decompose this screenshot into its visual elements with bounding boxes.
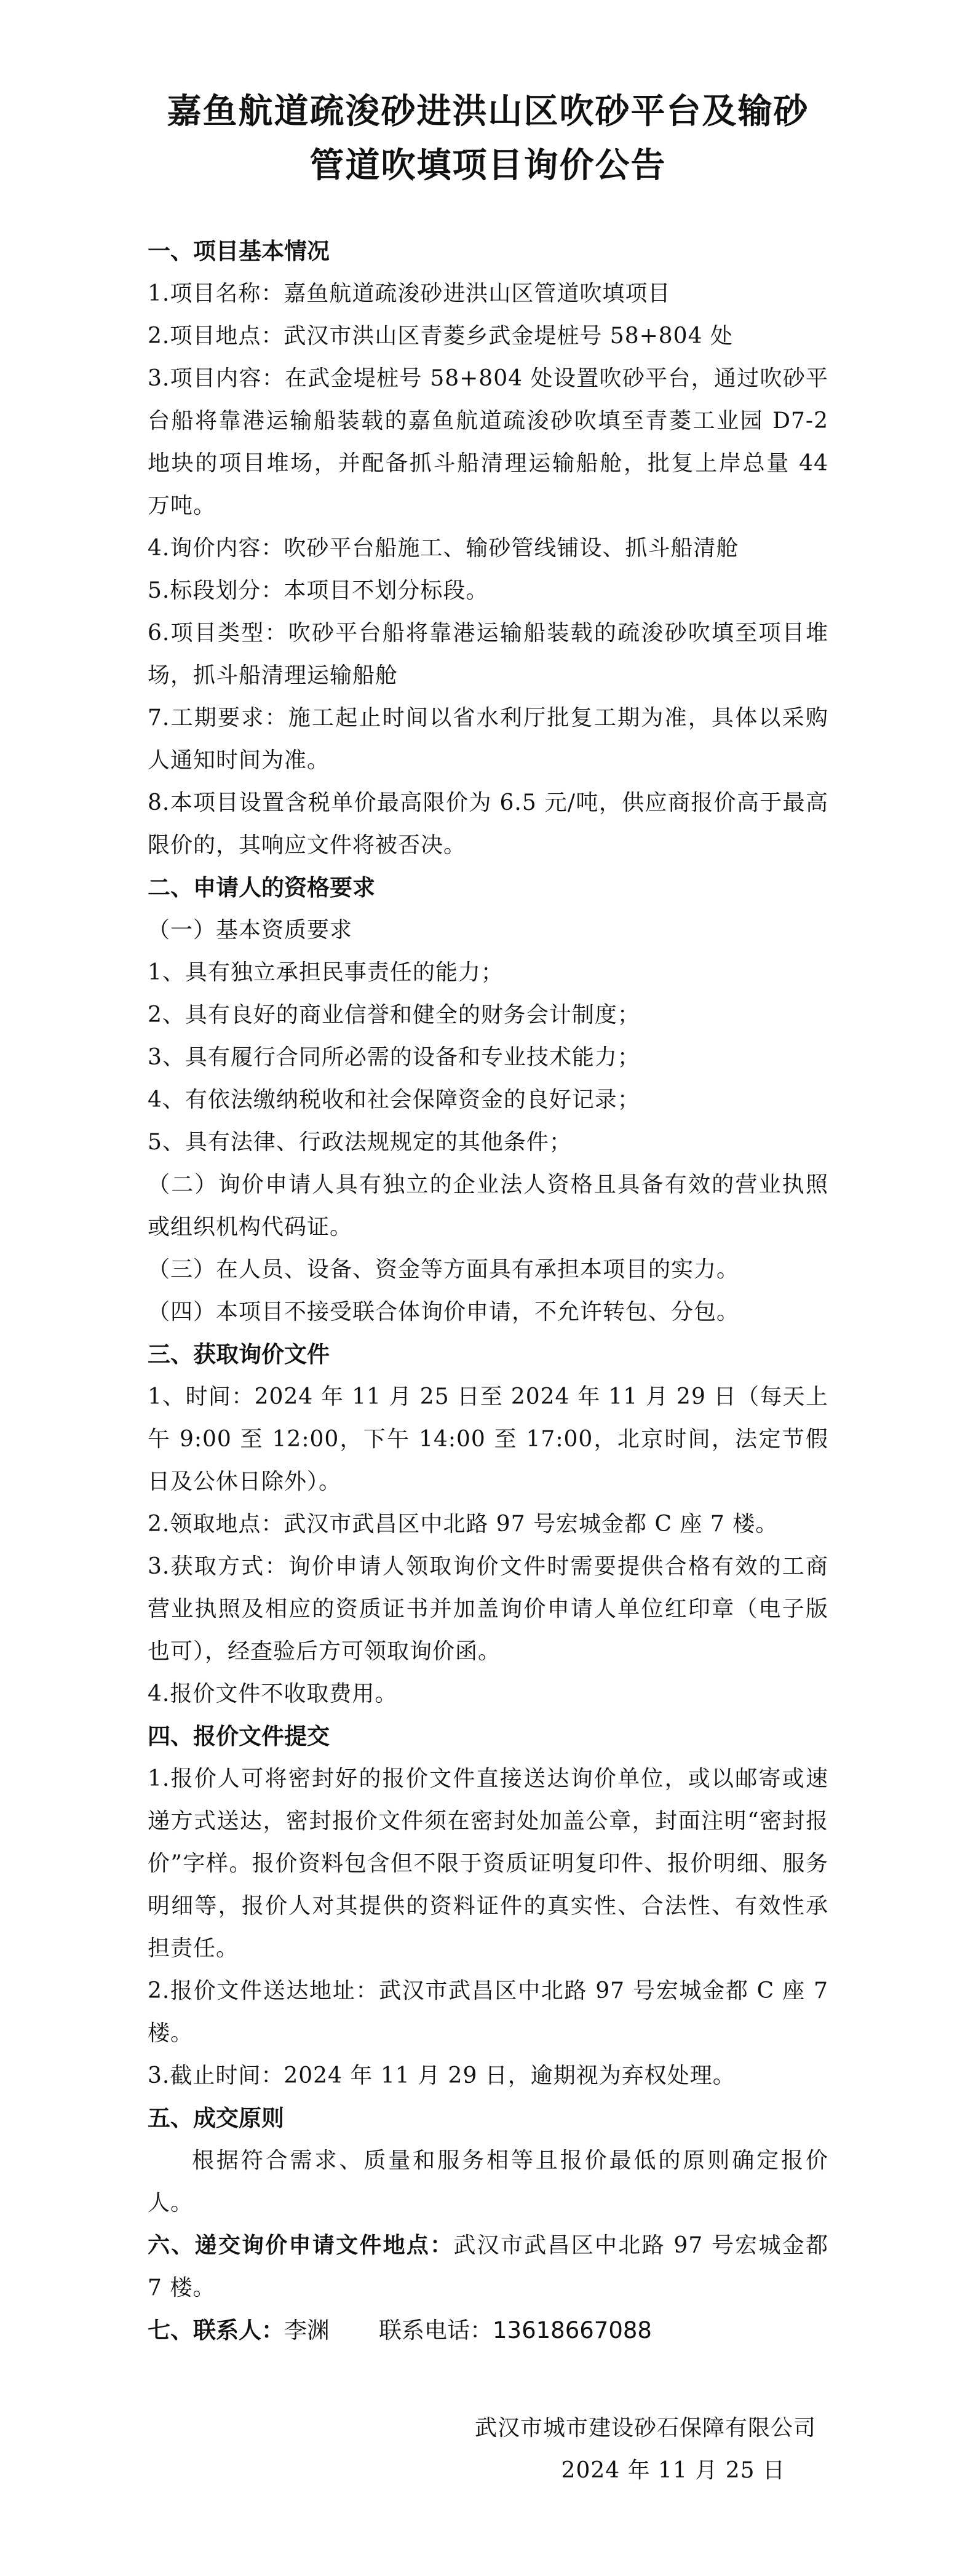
project-location: 2.项目地点：武汉市洪山区青菱乡武金堤桩号 58+804 处 — [148, 323, 733, 349]
section-obtain-documents — [148, 1333, 828, 1715]
submission-deadline: 3.截止时间：2024 年 11 月 29 日，逾期视为弃权处理。 — [148, 2063, 736, 2088]
contact-person: 李渊 — [284, 2317, 330, 2344]
submission-place-label: 六、递交询价申请文件地点： — [148, 2233, 454, 2258]
section-heading: 四、报价文件提交 — [148, 1723, 330, 1750]
obtain-time: 1、时间：2024 年 11 月 25 日至 2024 年 11 月 29 日（每天上午 9:00 至 12:00，下午 14:00 至 17:00，北京时间，法定节假日及公休日除外）。 — [148, 1384, 828, 1494]
project-name: 1.项目名称：嘉鱼航道疏浚砂进洪山区管道吹填项目 — [148, 281, 671, 306]
qualification-item: （一）基本资质要求 — [148, 917, 353, 943]
qualification-item: （三）在人员、设备、资金等方面具有承担本项目的实力。 — [148, 1257, 740, 1282]
qualification-item: 5、具有法律、行政法规规定的其他条件； — [148, 1130, 572, 1155]
section-project-info — [148, 230, 828, 866]
section-quote-submission — [148, 1715, 828, 2097]
qualification-item: 3、具有履行合同所必需的设备和专业技术能力； — [148, 1045, 640, 1070]
section-submission-place — [148, 2224, 828, 2309]
obtain-location: 2.领取地点：武汉市武昌区中北路 97 号宏城金都 C 座 7 楼。 — [148, 1512, 779, 1537]
section-qualification — [148, 866, 828, 1333]
qualification-item: 1、具有独立承担民事责任的能力； — [148, 960, 504, 985]
qualification-item: 2、具有良好的商业信誉和健全的财务会计制度； — [148, 1002, 640, 1028]
title-line-1: 嘉鱼航道疏浚砂进洪山区吹砂平台及输砂 — [167, 92, 809, 132]
title-line-2: 管道吹填项目询价公告 — [309, 146, 667, 186]
section-contact — [148, 2309, 828, 2352]
section-heading: 三、获取询价文件 — [148, 1341, 330, 1368]
signature-block — [148, 2407, 828, 2492]
section-award-principle — [148, 2097, 828, 2224]
price-limit: 8.本项目设置含税单价最高限价为 6.5 元/吨，供应商报价高于最高限价的，其响应文件将被否决。 — [148, 790, 828, 858]
contact-label: 七、联系人： — [148, 2317, 284, 2344]
phone-number: 13618667088 — [493, 2317, 652, 2344]
obtain-fee: 4.报价文件不收取费用。 — [148, 1681, 398, 1706]
submission-method: 1.报价人可将密封好的报价文件直接送达询价单位，或以邮寄或速递方式送达，密封报价文件须在密封处加盖公章，封面注明“密封报价”字样。报价资料包含但不限于资质证明复印件、报价明细、服务明细等，报价人对其提供的资料证件的真实性、合法性、有效性承担责任。 — [148, 1766, 828, 1961]
submission-address: 2.报价文件送达地址：武汉市武昌区中北路 97 号宏城金都 C 座 7 楼。 — [148, 1978, 828, 2046]
phone-label: 联系电话： — [379, 2317, 493, 2344]
signature-organization: 武汉市城市建设砂石保障有限公司 — [474, 2415, 816, 2441]
section-heading: 二、申请人的资格要求 — [148, 874, 375, 901]
page-title — [148, 85, 828, 193]
qualification-item: 4、有依法缴纳税收和社会保障资金的良好记录； — [148, 1087, 640, 1112]
schedule-requirement: 7.工期要求：施工起止时间以省水利厅批复工期为准，具体以采购人通知时间为准。 — [148, 705, 828, 773]
qualification-item: （二）询价申请人具有独立的企业法人资格且具备有效的营业执照或组织机构代码证。 — [148, 1172, 828, 1240]
obtain-method: 3.获取方式：询价申请人领取询价文件时需要提供合格有效的工商营业执照及相应的资质证书并加盖询价申请人单位红印章（电子版也可），经查验后方可领取询价函。 — [148, 1554, 828, 1664]
signature-date: 2024 年 11 月 25 日 — [561, 2458, 785, 2483]
submission-place-value: 武汉市武昌区中北路 97 号宏城金都 7 楼。 — [148, 2233, 828, 2301]
section-heading: 一、项目基本情况 — [148, 238, 330, 264]
section-heading: 五、成交原则 — [148, 2105, 284, 2131]
qualification-item: （四）本项目不接受联合体询价申请，不允许转包、分包。 — [148, 1299, 740, 1325]
project-content: 3.项目内容：在武金堤桩号 58+804 处设置吹砂平台，通过吹砂平台船将靠港运输船装载的嘉鱼航道疏浚砂吹填至青菱工业园 D7-2 地块的项目堆场，并配备抓斗船清理运输船舱，批复上岸总量 44 万吨。 — [148, 366, 828, 518]
project-type: 6.项目类型：吹砂平台船将靠港运输船装载的疏浚砂吹填至项目堆场，抓斗船清理运输船舱 — [148, 620, 828, 688]
inquiry-content: 4.询价内容：吹砂平台船施工、输砂管线铺设、抓斗船清舱 — [148, 536, 739, 561]
lot-division: 5.标段划分：本项目不划分标段。 — [148, 578, 489, 603]
award-principle-text: 根据符合需求、质量和服务相等且报价最低的原则确定报价人。 — [148, 2148, 828, 2216]
